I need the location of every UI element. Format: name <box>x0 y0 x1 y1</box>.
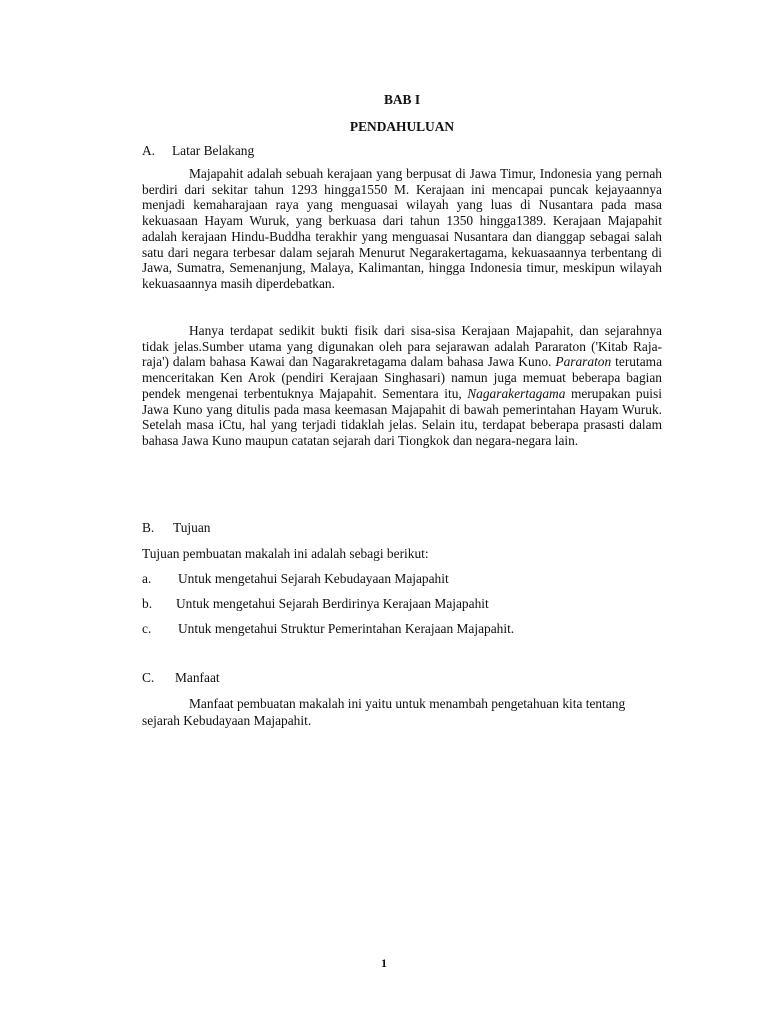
paragraph-2-italic-nagarakertagama: Nagarakertagama <box>467 385 566 401</box>
list-item <box>142 571 449 587</box>
list-item-text: Untuk mengetahui Struktur Pemerintahan Kerajaan Majapahit. <box>178 621 515 636</box>
chapter-number: BAB I <box>383 92 421 107</box>
section-a-letter: A. <box>142 143 156 158</box>
list-marker: c. <box>142 621 152 636</box>
section-a-heading <box>142 143 254 159</box>
paragraph-2-text-1: Hanya terdapat sedikit bukti fisik dari sisa-sisa Kerajaan Majapahit, dan sejarahnya tidak jelas.Sumber utama yang digunakan oleh para sejarawan adalah Pararaton ('Kitab Raja-raja') dalam bahasa Kawai dan Nagarakretagama dalam bahasa Jawa Kuno. <box>142 323 662 370</box>
section-c-paragraph: Manfaat pembuatan makalah ini yaitu untuk menambah pengetahuan kita tentang sejarah Kebudayaan Majapahit. <box>142 696 626 728</box>
section-b-title: Tujuan <box>173 520 211 535</box>
section-b-letter: B. <box>142 520 155 535</box>
section-a-title: Latar Belakang <box>172 143 255 158</box>
list-marker: a. <box>142 571 152 586</box>
section-b-heading <box>142 520 210 536</box>
section-b-intro: Tujuan pembuatan makalah ini adalah sebagi berikut: <box>142 546 429 561</box>
list-item <box>142 621 514 637</box>
paragraph-2-text-2: terutama menceritakan Ken Arok (pendiri Kerajaan Singhasari) namun juga memuat beberapa bagian pendek mengenai terbentuknya Majapahit. Sementara itu, <box>142 354 663 401</box>
list-item <box>142 596 489 612</box>
paragraph-2-text-3: merupakan puisi Jawa Kuno yang ditulis pada masa keemasan Majapahit di bawah pemerintahan Hayam Wuruk. Setelah masa iCtu, hal yang terjadi tidaklah jelas. Selain itu, terdapat beberapa prasasti dalam bahasa Jawa Kuno maupun catatan sejarah dari Tiongkok dan negara-negara lain. <box>142 385 662 448</box>
section-a-paragraph-2 <box>142 323 662 449</box>
list-item-text: Untuk mengetahui Sejarah Berdirinya Kerajaan Majapahit <box>176 596 489 611</box>
paragraph-2-italic-pararaton: Pararaton <box>555 354 612 370</box>
list-marker: b. <box>142 596 153 611</box>
list-item-text: Untuk mengetahui Sejarah Kebudayaan Majapahit <box>178 571 449 586</box>
page-number: 1 <box>381 956 387 970</box>
section-c-heading <box>142 670 220 686</box>
section-c-letter: C. <box>142 670 155 685</box>
section-a-paragraph-1: Majapahit adalah sebuah kerajaan yang berpusat di Jawa Timur, Indonesia yang pernah berdiri dari sekitar tahun 1293 hingga1550 M. Kerajaan ini mencapai puncak kejayaannya menjadi kemaharajaan raya yang menguasai wilayah yang luas di Nusantara pada masa kekuasaan Hayam Wuruk, yang berkuasa dari tahun 1350 hingga1389. Kerajaan Majapahit adalah kerajaan Hindu-Buddha terakhir yang menguasai Nusantara dan dianggap sebagai salah satu dari negara terbesar dalam sejarah Menurut Negarakertagama, kekuasaannya terbentang di Jawa, Sumatra, Semenanjung, Malaya, Kalimantan, hingga Indonesia timur, meskipun wilayah kekuasaannya masih diperdebatkan. <box>142 166 662 291</box>
section-c-title: Manfaat <box>175 670 220 685</box>
chapter-title: PENDAHULUAN <box>349 119 455 134</box>
